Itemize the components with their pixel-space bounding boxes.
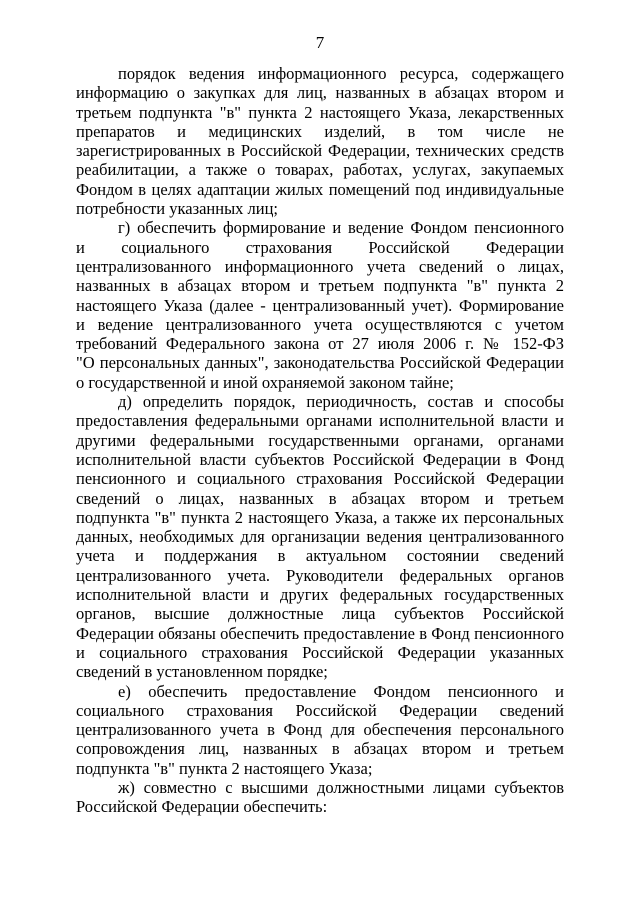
text-line: реабилитации, а также о товарах, работах, услугах, закупаемых <box>76 160 564 180</box>
text-line: о государственной и иной охраняемой законом тайне; <box>76 372 454 392</box>
text-line: "О персональных данных", законодательства Российской Федерации <box>76 353 564 373</box>
text-line: учета и поддержания в актуальном состоянии сведений <box>76 546 564 566</box>
text-line: подпункта "в" пункта 2 настоящего Указа; <box>76 758 373 778</box>
text-line: сведений в установленном порядке; <box>76 662 328 682</box>
text-line: предоставления федеральными органами исполнительной власти и <box>76 411 564 431</box>
text-line: настоящего Указа (далее - централизованный учет). Формирование <box>76 295 564 315</box>
text-line: пенсионного и социального страхования Российской Федерации <box>76 469 564 489</box>
text-line: органов, высшие должностные лица субъектов Российской <box>76 604 564 624</box>
text-line: исполнительной власти субъектов Российской Федерации в Фонд <box>76 449 564 469</box>
text-line: Российской Федерации обеспечить: <box>76 797 328 817</box>
text-line: третьем подпункта "в" пункта 2 настоящего Указа, лекарственных <box>76 102 564 122</box>
text-line: и социального страхования Российской Федерации <box>76 237 564 257</box>
text-line: информацию о закупках для лиц, названных в абзацах втором и <box>76 83 564 103</box>
text-line: исполнительной власти и других федеральных государственных <box>76 585 564 605</box>
text-line: порядок ведения информационного ресурса, содержащего <box>118 64 564 83</box>
text-line: ж) совместно с высшими должностными лицами субъектов <box>118 777 564 797</box>
text-line: подпункта "в" пункта 2 настоящего Указа, а также их персональных <box>76 507 564 527</box>
text-line: и ведение централизованного учета осуществляются с учетом <box>76 314 564 334</box>
text-line: е) обеспечить предоставление Фондом пенсионного и <box>118 681 564 701</box>
text-line: сведений о лицах, названных в абзацах втором и третьем <box>76 488 564 508</box>
text-line: г) обеспечить формирование и ведение Фондом пенсионного <box>118 218 564 238</box>
text-line: другими федеральными государственными органами, органами <box>76 430 564 450</box>
text-line: централизованного учета. Руководители федеральных органов <box>76 565 564 585</box>
text-line: социального страхования Российской Федерации сведений <box>76 700 564 720</box>
text-line: и социального страхования Российской Федерации указанных <box>76 642 564 662</box>
text-line: централизованного информационного учета сведений о лицах, <box>76 256 564 276</box>
text-line: Федерации обязаны обеспечить предоставление в Фонд пенсионного <box>76 623 564 643</box>
text-line: зарегистрированных в Российской Федерации, технических средств <box>76 141 564 161</box>
page-number: 7 <box>315 33 325 52</box>
text-line: данных, необходимых для организации ведения централизованного <box>76 527 564 547</box>
text-line: потребности указанных лиц; <box>76 199 279 219</box>
text-line: сопровождения лиц, названных в абзацах втором и третьем <box>76 739 564 759</box>
text-line: препаратов и медицинских изделий, в том числе не <box>76 121 564 141</box>
text-line: Фондом в целях адаптации жилых помещений под индивидуальные <box>76 179 564 199</box>
text-line: централизованного учета в Фонд для обеспечения персонального <box>76 720 564 740</box>
document-body <box>76 64 564 817</box>
text-line: д) определить порядок, периодичность, состав и способы <box>118 392 564 412</box>
text-line: названных в абзацах втором и третьем подпункта "в" пункта 2 <box>76 276 564 296</box>
text-line: требований Федерального закона от 27 июля 2006 г. № 152-ФЗ <box>76 334 564 354</box>
